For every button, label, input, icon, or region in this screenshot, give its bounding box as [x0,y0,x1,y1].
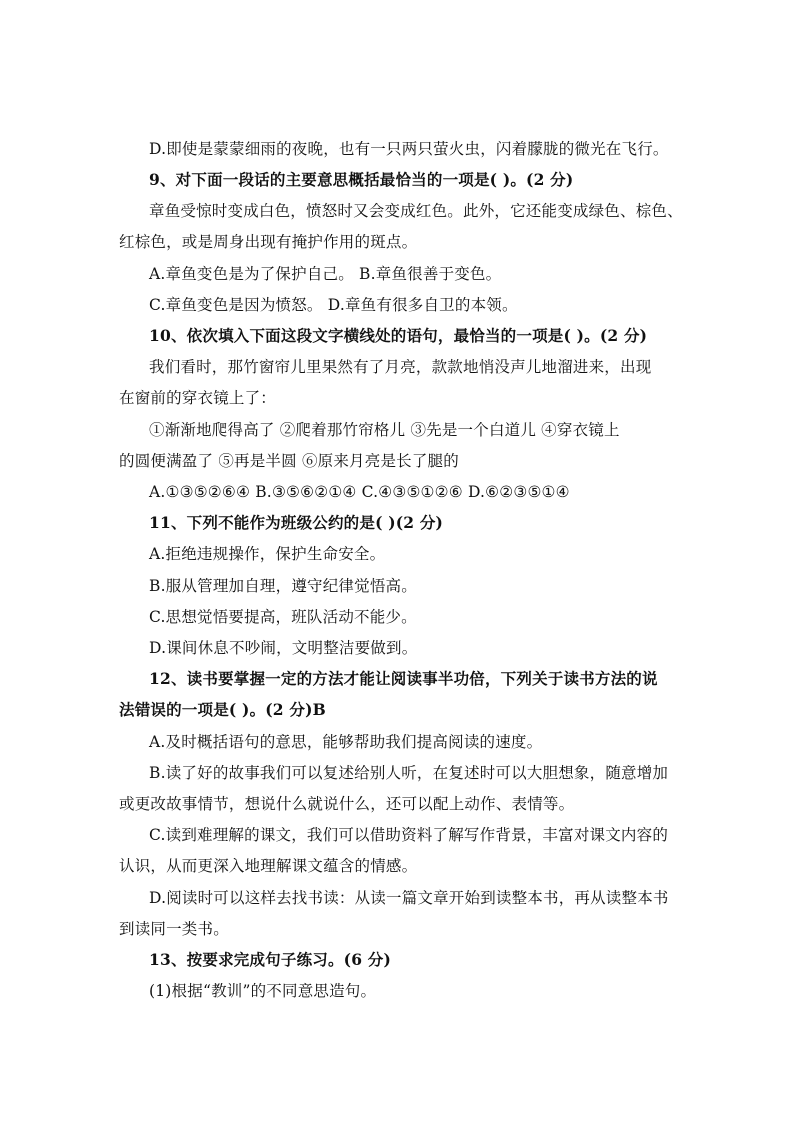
q12-option-b-line-1: B.读了好的故事我们可以复述给别人听，在复述时可以大胆想象，随意增加 [149,764,669,782]
q10-sentences-line-1: ①渐渐地爬得高了 ②爬着那竹帘格儿 ③先是一个白道儿 ④穿衣镜上 [149,421,620,439]
q8-option-d: D.即使是蒙蒙细雨的夜晚，也有一只两只萤火虫，闪着朦胧的微光在飞行。 [149,140,669,158]
q11-option-c: C.思想觉悟要提高，班队活动不能少。 [149,608,417,626]
question-11-heading: 11、下列不能作为班级公约的是( )(2 分) [149,513,444,532]
question-13-heading: 13、按要求完成句子练习。(6 分) [149,950,392,969]
q12-option-b-line-2: 或更改故事情节，想说什么就说什么，还可以配上动作、表情等。 [119,795,575,813]
q10-passage-line-2: 在窗前的穿衣镜上了： [119,389,277,407]
q9-passage-line-1: 章鱼受惊时变成白色，愤怒时又会变成红色。此外，它还能变成绿色、棕色、 [149,202,683,220]
q11-option-b: B.服从管理加自理，遵守纪律觉悟高。 [149,577,417,595]
question-12-heading-line-2: 法错误的一项是( )。(2 分)B [119,700,326,719]
q11-option-a: A.拒绝违规操作，保护生命安全。 [149,545,386,563]
q11-option-d: D.课间休息不吵闹，文明整洁要做到。 [149,639,418,657]
q12-option-d-line-1: D.阅读时可以这样去找书读：从读一篇文章开始到读整本书，再从读整本书 [149,889,669,907]
q10-options: A.①③⑤②⑥④ B.③⑤⑥②①④ C.④③⑤①②⑥ D.⑥②③⑤①④ [149,483,570,501]
question-9-heading: 9、对下面一段话的主要意思概括最恰当的一项是( )。(2 分) [149,170,574,189]
q9-options-cd: C.章鱼变色是因为愤怒。 D.章鱼有很多自卫的本领。 [149,296,518,314]
q12-option-d-line-2: 到读同一类书。 [119,920,229,938]
q12-option-c-line-1: C.读到难理解的课文，我们可以借助资料了解写作背景，丰富对课文内容的 [149,826,669,844]
question-12-heading-line-1: 12、读书要掌握一定的方法才能让阅读事半功倍，下列关于读书方法的说 [149,669,658,688]
q12-option-a: A.及时概括语句的意思，能够帮助我们提高阅读的速度。 [149,733,543,751]
q10-sentences-line-2: 的圆便满盈了 ⑤再是半圆 ⑥原来月亮是长了腿的 [119,452,459,470]
question-10-heading: 10、依次填入下面这段文字横线处的语句，最恰当的一项是( )。(2 分) [149,326,648,345]
q10-passage-line-1: 我们看时，那竹窗帘儿里果然有了月亮，款款地悄没声儿地溜进来，出现 [149,358,652,376]
q9-passage-line-2: 红棕色，或是周身出现有掩护作用的斑点。 [119,233,418,251]
q12-option-c-line-2: 认识，从而更深入地理解课文蕴含的情感。 [119,857,418,875]
q13-subquestion-1: (1)根据“教训”的不同意思造句。 [149,982,377,1000]
q9-options-ab: A.章鱼变色是为了保护自己。 B.章鱼很善于变色。 [149,265,502,283]
